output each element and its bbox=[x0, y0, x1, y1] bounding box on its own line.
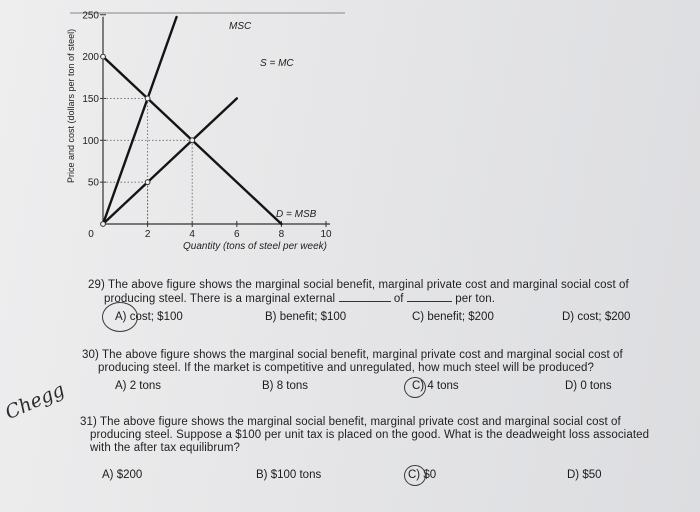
data-point bbox=[145, 96, 150, 101]
question-31-line-2: producing steel. Suppose a $100 per unit tax is placed on the good. What is the deadweight loss associated bbox=[90, 429, 650, 441]
x-axis-title: Quantity (tons of steel per week) bbox=[183, 241, 327, 252]
question-30-line-2: producing steel. If the market is competitive and unregulated, how much steel will be produced? bbox=[98, 362, 594, 374]
y-tick-label: 150 bbox=[82, 93, 99, 105]
question-29-number: 29) bbox=[88, 279, 105, 291]
q31-answer-circle bbox=[404, 465, 426, 486]
y-tick-label: 100 bbox=[82, 135, 99, 147]
q29-option-c[interactable]: C) benefit; $200 bbox=[412, 311, 494, 323]
q29-option-a[interactable]: A) cost; $100 bbox=[115, 311, 183, 323]
x-axis bbox=[88, 221, 332, 240]
question-31 bbox=[80, 416, 649, 455]
q30-answer-circle bbox=[404, 377, 426, 398]
x-tick-label: 8 bbox=[278, 229, 285, 240]
q30-option-d[interactable]: D) 0 tons bbox=[565, 380, 612, 392]
x-tick-label: 0 bbox=[88, 229, 94, 240]
question-29-line-1: The above figure shows the marginal social benefit, marginal private cost and marginal social cost of bbox=[108, 279, 629, 291]
question-29-per-ton: per ton. bbox=[455, 293, 496, 305]
handwritten-note: Chegg bbox=[2, 378, 68, 425]
x-tick-label: 2 bbox=[144, 229, 151, 240]
q31-option-d[interactable]: D) $50 bbox=[567, 469, 602, 481]
question-30 bbox=[82, 349, 623, 375]
label-d-msb: D = MSB bbox=[276, 209, 317, 220]
y-tick-label: 200 bbox=[82, 52, 99, 64]
y-axis bbox=[82, 10, 106, 224]
label-msc: MSC bbox=[229, 21, 252, 32]
answer-blank-2 bbox=[407, 292, 452, 302]
y-tick-label: 50 bbox=[87, 177, 99, 189]
guide-lines bbox=[103, 98, 192, 224]
y-tick-label: 250 bbox=[82, 10, 99, 22]
question-29 bbox=[88, 279, 629, 306]
data-point bbox=[190, 138, 195, 143]
q30-option-a[interactable]: A) 2 tons bbox=[115, 380, 162, 392]
q31-option-a[interactable]: A) $200 bbox=[102, 469, 143, 481]
q29-answer-circle bbox=[102, 302, 138, 332]
data-point bbox=[101, 222, 106, 227]
answer-blank-1 bbox=[339, 292, 391, 302]
q29-option-b[interactable]: B) benefit; $100 bbox=[265, 311, 347, 323]
question-31-number: 31) bbox=[80, 416, 97, 428]
q29-option-d[interactable]: D) cost; $200 bbox=[562, 311, 631, 323]
y-axis-title: Price and cost (dollars per ton of steel) bbox=[66, 28, 76, 183]
q31-option-b[interactable]: B) $100 tons bbox=[256, 469, 322, 481]
x-tick-label: 6 bbox=[234, 229, 240, 240]
question-31-line-3: with the after tax equilibrum? bbox=[90, 442, 241, 454]
q30-option-b[interactable]: B) 8 tons bbox=[262, 380, 309, 392]
question-29-line-2: producing steel. There is a marginal external bbox=[104, 293, 336, 305]
data-point bbox=[101, 54, 106, 59]
x-tick-label: 10 bbox=[320, 229, 332, 240]
x-tick-label: 4 bbox=[189, 229, 195, 240]
q31-option-c[interactable]: C) $0 bbox=[408, 469, 437, 481]
question-31-line-1: The above figure shows the marginal social benefit, marginal private cost and marginal social cost of bbox=[100, 416, 621, 428]
q30-option-c[interactable]: C) 4 tons bbox=[412, 380, 459, 392]
question-29-of: of bbox=[393, 293, 404, 305]
question-30-number: 30) bbox=[82, 349, 99, 361]
series-s-mc-line bbox=[103, 98, 237, 224]
series-msc-line bbox=[103, 17, 177, 224]
data-point bbox=[145, 180, 150, 185]
label-s-mc: S = MC bbox=[260, 58, 294, 69]
question-30-line-1: The above figure shows the marginal social benefit, marginal private cost and marginal social cost of bbox=[102, 349, 623, 361]
